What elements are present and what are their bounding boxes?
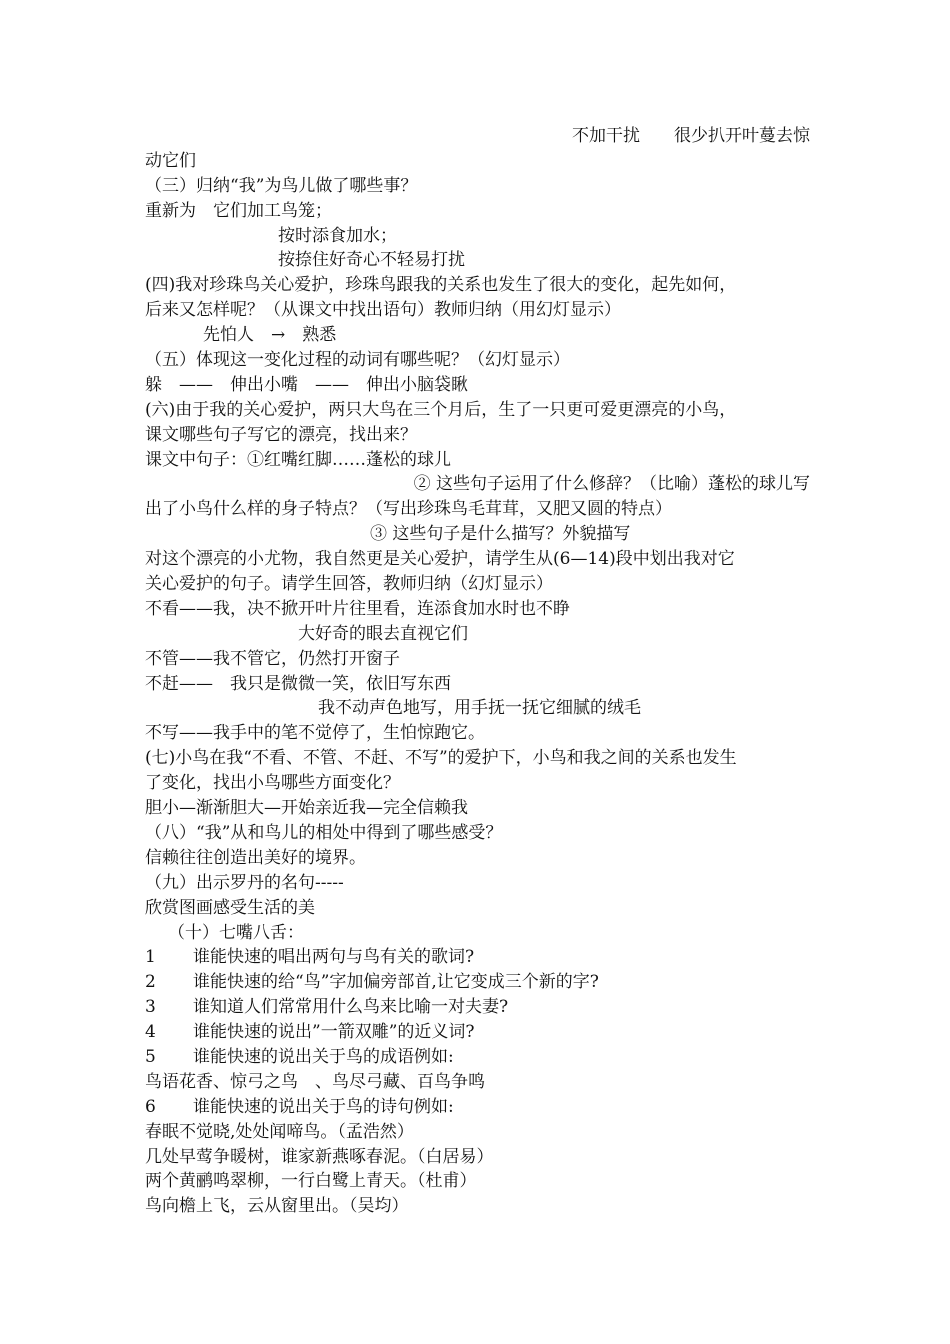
text-line: 不加干扰 很少扒开叶蔓去惊: [572, 126, 810, 146]
quiz-number: 3: [145, 997, 156, 1018]
text-line: 重新为 它们加工鸟笼；: [145, 200, 332, 221]
quiz-text: 谁能快速的给“鸟”字加偏旁部首,让它变成三个新的字?: [193, 972, 599, 993]
quiz-number: 5: [145, 1046, 156, 1067]
text-line: 课文中句子：①红嘴红脚……蓬松的球儿: [145, 449, 451, 470]
section-heading: （十）七嘴八舌：: [168, 922, 304, 943]
quiz-number: 1: [145, 947, 156, 968]
quiz-number: 4: [145, 1022, 156, 1043]
quiz-number: 6: [145, 1096, 156, 1117]
text-line: 课文哪些句子写它的漂亮，找出来？: [145, 424, 417, 445]
text-line: 胆小—渐渐胆大—开始亲近我—完全信赖我: [145, 798, 468, 819]
section-heading: （三）归纳“我”为鸟儿做了哪些事？: [145, 175, 418, 196]
quiz-item: [145, 1020, 810, 1045]
section-heading: （九）出示罗丹的名句-----: [145, 872, 344, 893]
quiz-item: [145, 1095, 810, 1120]
quiz-item: [145, 945, 810, 970]
text-line: 欣赏图画感受生活的美: [145, 897, 315, 918]
text-line: 信赖往往创造出美好的境界。: [145, 847, 366, 868]
quiz-text: 谁知道人们常常用什么鸟来比喻一对夫妻?: [193, 997, 509, 1018]
quiz-item: [145, 1045, 810, 1070]
section-heading: （五）体现这一变化过程的动词有哪些呢？（幻灯显示）: [145, 350, 570, 371]
poem-line: 鸟向檐上飞，云从窗里出。（吴均）: [145, 1196, 409, 1217]
section-heading: (四)我对珍珠鸟关心爱护，珍珠鸟跟我的关系也发生了很大的变化，起先如何，: [145, 275, 737, 296]
text-line: 不写——我手中的笔不觉停了，生怕惊跑它。: [145, 723, 485, 744]
text-line: 按捺住好奇心不轻易打扰: [278, 250, 465, 271]
text-line: ② 这些句子运用了什么修辞？（比喻）蓬松的球儿写: [413, 474, 810, 495]
text-line: 关心爱护的句子。请学生回答，教师归纳（幻灯显示）: [145, 574, 553, 595]
text-line: 躲 —— 伸出小嘴 —— 伸出小脑袋瞅: [145, 374, 468, 395]
text-line: 我不动声色地写，用手抚一抚它细腻的绒毛: [318, 698, 641, 719]
quiz-number: 2: [145, 972, 156, 993]
text-line: 后来又怎样呢？（从课文中找出语句）教师归纳（用幻灯显示）: [145, 300, 621, 321]
quiz-item: [145, 970, 810, 995]
poem-line: 春眠不觉晓,处处闻啼鸟。（孟浩然）: [145, 1121, 414, 1142]
document-body: [145, 124, 810, 1219]
text-line: ③ 这些句子是什么描写？外貌描写: [370, 524, 631, 545]
section-heading: (六)由于我的关心爱护，两只大鸟在三个月后，生了一只更可爱更漂亮的小鸟，: [145, 399, 737, 420]
text-line: 大好奇的眼去直视它们: [298, 623, 468, 644]
text-line: 了变化，找出小鸟哪些方面变化？: [145, 773, 400, 794]
text-line: 对这个漂亮的小尤物，我自然更是关心爱护，请学生从(6—14)段中划出我对它: [145, 549, 735, 570]
text-line: 不管——我不管它，仍然打开窗子: [145, 648, 400, 669]
text-line: 按时添食加水；: [278, 225, 397, 246]
quiz-text: 谁能快速的说出”一箭双雕”的近义词?: [193, 1022, 475, 1043]
section-heading: （八）“我”从和鸟儿的相处中得到了哪些感受？: [145, 822, 503, 843]
text-line: 鸟语花香、惊弓之鸟 、鸟尽弓藏、百鸟争鸣: [145, 1071, 485, 1092]
quiz-text: 谁能快速的说出关于鸟的成语例如:: [193, 1046, 454, 1067]
text-line: 不赶—— 我只是微微一笑，依旧写东西: [145, 673, 451, 694]
text-line: 动它们: [145, 150, 196, 171]
poem-line: 两个黄鹂鸣翠柳，一行白鹭上青天。（杜甫）: [145, 1171, 477, 1192]
quiz-item: [145, 995, 810, 1020]
text-line: 出了小鸟什么样的身子特点？（写出珍珠鸟毛茸茸，又肥又圆的特点）: [145, 499, 672, 520]
text-line: 不看——我，决不掀开叶片往里看，连添食加水时也不睁: [145, 598, 570, 619]
poem-line: 几处早莺争暖树，谁家新燕啄春泥。（白居易）: [145, 1146, 494, 1167]
quiz-text: 谁能快速的唱出两句与鸟有关的歌词?: [193, 947, 475, 968]
text-line: 先怕人 → 熟悉: [203, 325, 337, 346]
section-heading: (七)小鸟在我“不看、不管、不赶、不写”的爱护下，小鸟和我之间的关系也发生: [145, 748, 737, 769]
quiz-text: 谁能快速的说出关于鸟的诗句例如:: [193, 1096, 454, 1117]
